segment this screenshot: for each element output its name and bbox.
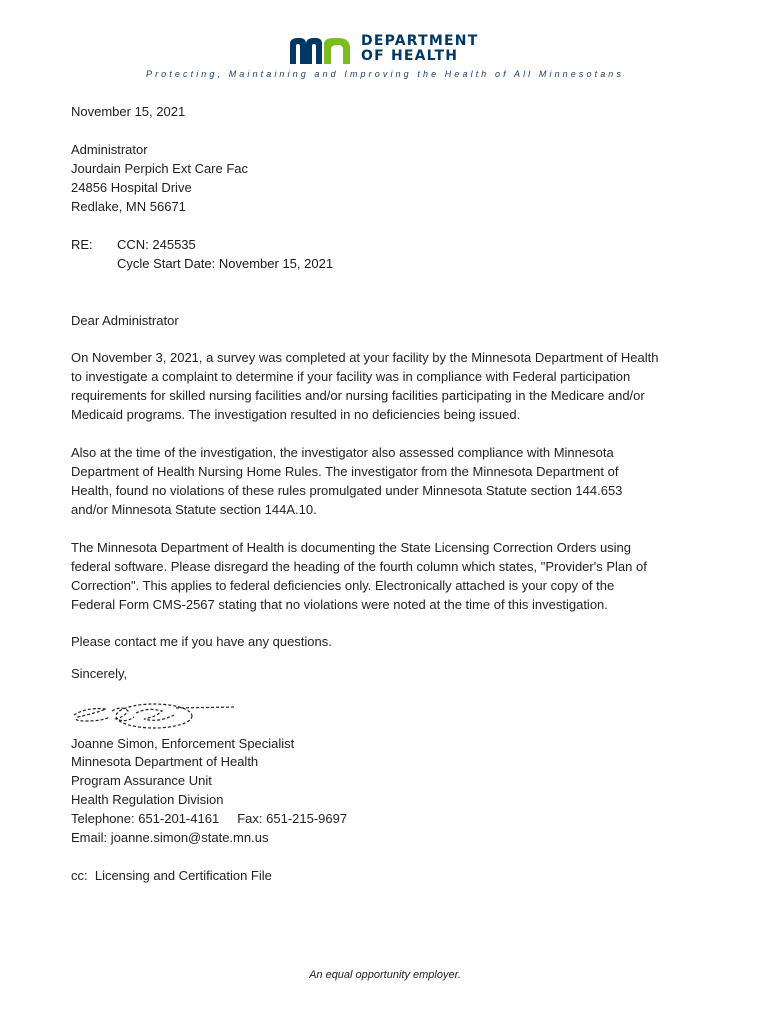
handwritten-signature-icon (66, 699, 246, 733)
tagline: Protecting, Maintaining and Improving the Health of All Minnesotans (145, 69, 625, 79)
recipient-line: Administrator (71, 142, 148, 157)
signature (66, 699, 246, 738)
re-cycle-start: Cycle Start Date: November 15, 2021 (117, 256, 334, 271)
paragraph-line: On November 3, 2021, a survey was completed at your facility by the Minnesota Department of Health (71, 350, 659, 365)
footer-equal-opportunity: An equal opportunity employer. (309, 969, 461, 981)
paragraph-line: The Minnesota Department of Health is documenting the State Licensing Correction Orders using (71, 540, 632, 555)
paragraph-line: and/or Minnesota Statute section 144A.10. (71, 502, 317, 517)
recipient-line: 24856 Hospital Drive (71, 180, 192, 195)
paragraph-line: Also at the time of the investigation, the investigator also assessed compliance with Minnesota (71, 445, 614, 460)
paragraph-line: to investigate a complaint to determine if your facility was in compliance with Federal participation (71, 369, 631, 384)
re-label: RE: (71, 237, 93, 252)
paragraph-line: federal software. Please disregard the heading of the fourth column which states, "Provider's Plan of (71, 559, 647, 574)
signer-phone-fax: Telephone: 651-201-4161 Fax: 651-215-9697 (71, 811, 348, 826)
mn-logo-mark-icon (288, 36, 354, 66)
signer-line: Joanne Simon, Enforcement Specialist (71, 736, 295, 751)
paragraph-line: Health, found no violations of these rules promulgated under Minnesota Statute section 144.653 (71, 483, 623, 498)
recipient-line: Jourdain Perpich Ext Care Fac (71, 161, 249, 176)
logo-text (361, 34, 478, 64)
closing: Sincerely, (71, 666, 128, 681)
paragraph-line: Correction". This applies to federal deficiencies only. Electronically attached is your copy of the (71, 578, 615, 593)
cc-line: cc: Licensing and Certification File (71, 868, 272, 883)
letter-date: November 15, 2021 (71, 104, 186, 119)
signer-line: Minnesota Department of Health (71, 754, 259, 769)
signer-email: Email: joanne.simon@state.mn.us (71, 830, 269, 845)
recipient-line: Redlake, MN 56671 (71, 199, 186, 214)
paragraph-line: Department of Health Nursing Home Rules. The investigator from the Minnesota Department of (71, 464, 619, 479)
paragraph-line: requirements for skilled nursing facilities and/or nursing facilities participating in the Medicare and/or (71, 388, 645, 403)
logo-line-department: DEPARTMENT (361, 33, 479, 49)
salutation: Dear Administrator (71, 313, 179, 328)
paragraph-line: Medicaid programs. The investigation resulted in no deficiencies being issued. (71, 407, 521, 422)
mdh-logo (288, 34, 488, 68)
re-ccn: CCN: 245535 (117, 237, 196, 252)
paragraph-4: Please contact me if you have any questions. (71, 634, 332, 649)
signer-line: Program Assurance Unit (71, 773, 212, 788)
paragraph-line: Federal Form CMS-2567 stating that no violations were noted at the time of this investigation. (71, 597, 608, 612)
signer-line: Health Regulation Division (71, 792, 224, 807)
logo-line-of-health: OF HEALTH (361, 48, 459, 64)
